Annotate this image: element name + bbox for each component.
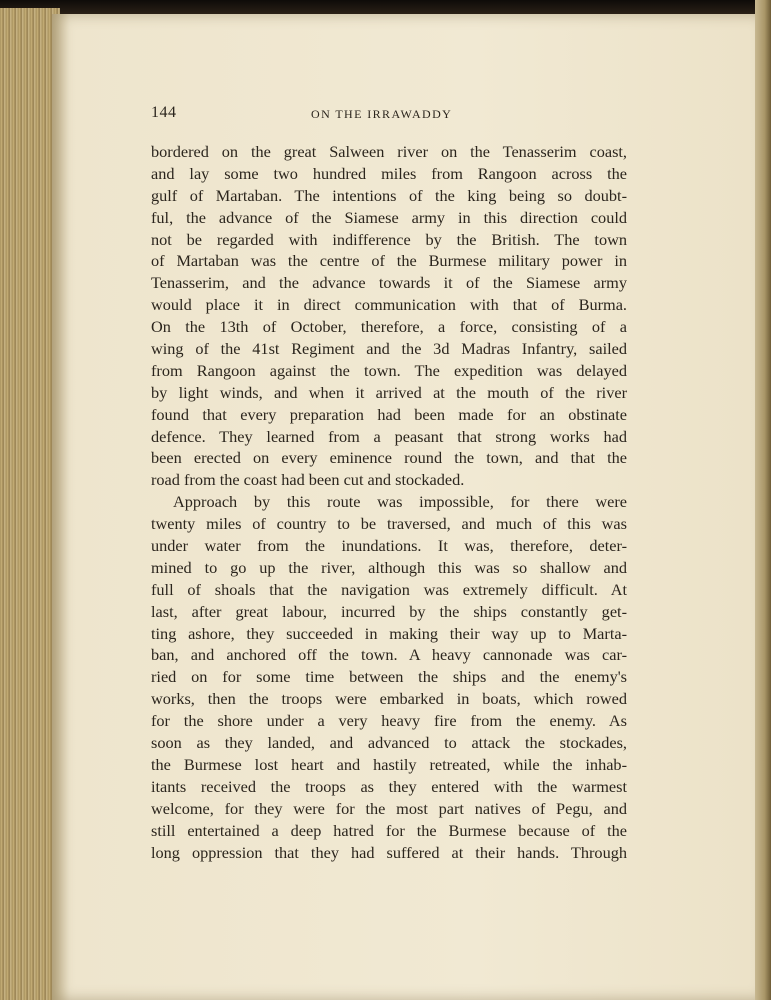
text-line: last, after great labour, incurred by the ships constantly get- (151, 601, 627, 621)
text-line: itants received the troops as they entered with the warmest (151, 776, 627, 796)
book-right-edge (755, 0, 771, 1000)
text-line: still entertained a deep hatred for the Burmese because of the (151, 820, 627, 840)
text-line: mined to go up the river, although this was so shallow and (151, 557, 627, 577)
text-line: full of shoals that the navigation was extremely difficult. At (151, 579, 627, 599)
text-line: Tenasserim, and the advance towards it of the Siamese army (151, 273, 627, 293)
text-line: works, then the troops were embarked in boats, which rowed (151, 689, 627, 709)
body-text (151, 141, 627, 863)
text-line: would place it in direct communication with that of Burma. (151, 295, 627, 315)
text-line: welcome, for they were for the most part natives of Pegu, and (151, 798, 627, 818)
text-line: and lay some two hundred miles from Rangoon across the (151, 163, 627, 183)
text-line: found that every preparation had been made for an obstinate (151, 404, 627, 424)
running-head: ON THE IRRAWADDY (311, 107, 453, 121)
text-line: for the shore under a very heavy fire from the enemy. As (151, 711, 627, 731)
text-line: by light winds, and when it arrived at the mouth of the river (151, 382, 627, 402)
text-line: On the 13th of October, therefore, a force, consisting of a (151, 317, 627, 337)
paragraph (151, 491, 627, 863)
page-header (151, 104, 627, 126)
text-line: ban, and anchored off the town. A heavy cannonade was car- (151, 645, 627, 665)
text-line: gulf of Martaban. The intentions of the king being so doubt- (151, 185, 627, 205)
page-stack-edges (0, 8, 60, 1000)
text-line: wing of the 41st Regiment and the 3d Madras Infantry, sailed (151, 339, 627, 359)
text-line: defence. They learned from a peasant that strong works had (151, 426, 627, 446)
page-number: 144 (151, 104, 177, 121)
text-line: been erected on every eminence round the town, and that the (151, 448, 627, 468)
text-line: ful, the advance of the Siamese army in this direction could (151, 207, 627, 227)
text-line: road from the coast had been cut and stockaded. (151, 470, 465, 490)
text-line: from Rangoon against the town. The expedition was delayed (151, 360, 627, 380)
text-line: bordered on the great Salween river on the Tenasserim coast, (151, 142, 627, 161)
text-line: ting ashore, they succeeded in making their way up to Marta- (151, 623, 627, 643)
text-line: under water from the inundations. It was, therefore, deter- (151, 536, 627, 556)
text-line: long oppression that they had suffered at their hands. Through (151, 842, 627, 862)
paragraph (151, 141, 627, 491)
text-line: of Martaban was the centre of the Burmese military power in (151, 251, 627, 271)
text-line: soon as they landed, and advanced to attack the stockades, (151, 733, 627, 753)
text-line: ried on for some time between the ships and the enemy's (151, 667, 627, 687)
book-top-shadow (0, 0, 771, 14)
text-line: Approach by this route was impossible, for there were (173, 492, 627, 512)
text-line: not be regarded with indifference by the British. The town (151, 229, 627, 249)
text-line: twenty miles of country to be traversed, and much of this was (151, 514, 627, 534)
text-line: the Burmese lost heart and hastily retreated, while the inhab- (151, 754, 627, 774)
